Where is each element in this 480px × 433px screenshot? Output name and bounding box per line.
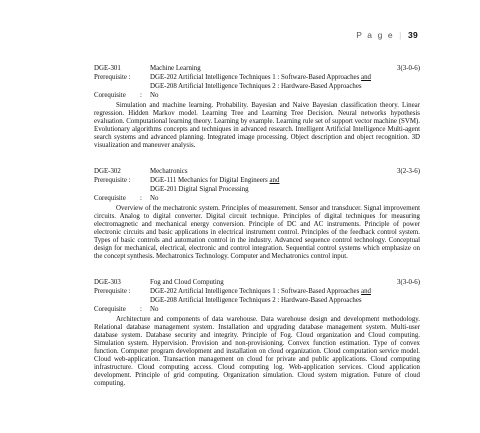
course-credits: 3(2-3-6) xyxy=(397,168,420,175)
course-code: DGE-301 xyxy=(94,65,121,72)
prerequisite-text: DGE-202 Artificial Intelligence Techniques 1 : Software-Based Approaches xyxy=(150,74,360,81)
prerequisite-text: DGE-208 Artificial Intelligence Techniques 2 : Hardware-Based Approaches xyxy=(150,83,362,90)
prerequisite-label: Prerequisite : xyxy=(94,288,131,295)
course-title: Machine Learning xyxy=(150,65,201,72)
corequisite-label: Corequisite xyxy=(94,195,126,202)
prerequisite-row xyxy=(94,177,420,195)
prerequisite-text: DGE-111 Mechanics for Digital Engineers xyxy=(150,177,268,184)
corequisite-colon: : xyxy=(140,92,142,99)
prerequisite-row xyxy=(94,74,420,92)
prerequisite-item xyxy=(150,177,420,186)
course-description: Simulation and machine learning. Probability. Bayesian and Naive Bayesian classification theory. Linear regression. Hidden Markov model. Learning Tree and Learning Tree Decision. Neural networks hypothesis evaluation. Computational learning theory. Learning by example. Learning rule set of support vector machine (SVM). Evolutionary algorithms concepts and techniques in advanced research. Intelligent Artificial Intelligence Multi-agent search systems and advanced planning. Integrated image processing. Object description and object recognition. 3D visualization and maneuver analysis. xyxy=(94,102,420,149)
prerequisite-list xyxy=(150,288,420,306)
course-heading xyxy=(94,65,420,74)
prerequisite-text: DGE-201 Digital Signal Processing xyxy=(150,186,249,193)
prerequisite-item xyxy=(150,288,420,297)
course-heading xyxy=(94,168,420,177)
prerequisite-item xyxy=(150,186,420,195)
course-title: Mechatronics xyxy=(150,168,188,175)
course-credits: 3(3-0-6) xyxy=(397,279,420,286)
prerequisite-conjunction: and xyxy=(361,288,371,295)
prerequisite-conjunction: and xyxy=(269,177,280,184)
course-heading xyxy=(94,279,420,288)
prerequisite-conjunction: and xyxy=(361,74,371,81)
course-block xyxy=(94,65,420,150)
course-block xyxy=(94,168,420,261)
course-title: Fog and Cloud Computing xyxy=(150,279,224,286)
prerequisite-label: Prerequisite : xyxy=(94,74,131,81)
page-label: P a g e xyxy=(356,30,395,40)
page-number: 39 xyxy=(407,30,418,40)
prerequisite-item xyxy=(150,83,420,92)
corequisite-label: Corequisite xyxy=(94,306,126,313)
prerequisite-list xyxy=(150,177,420,195)
prerequisite-text: DGE-208 Artificial Intelligence Techniques 2 : Hardware-Based Approaches xyxy=(150,297,362,304)
course-block xyxy=(94,279,420,388)
corequisite-value: No xyxy=(150,306,159,313)
corequisite-row xyxy=(94,195,420,204)
prerequisite-item xyxy=(150,74,420,83)
corequisite-colon: : xyxy=(140,306,142,313)
corequisite-row xyxy=(94,306,420,315)
corequisite-row xyxy=(94,92,420,101)
prerequisite-list xyxy=(150,74,420,92)
prerequisite-row xyxy=(94,288,420,306)
prerequisite-text: DGE-202 Artificial Intelligence Techniques 1 : Software-Based Approaches xyxy=(150,288,360,295)
course-credits: 3(3-0-6) xyxy=(397,65,420,72)
corequisite-value: No xyxy=(150,195,159,202)
corequisite-value: No xyxy=(150,92,159,99)
prerequisite-item xyxy=(150,297,420,306)
prerequisite-label: Prerequisite : xyxy=(94,177,131,184)
course-code: DGE-303 xyxy=(94,279,121,286)
course-code: DGE-302 xyxy=(94,168,121,175)
corequisite-label: Corequisite xyxy=(94,92,126,99)
course-description: Overview of the mechatronic system. Principles of measurement. Sensor and transducer. Signal improvement circuits. Analog to digital converter. Digital circuit technique. Principles of digital techniques for measuring electromagnetic and mechanical energy conversion. Principle of DC and AC instruments. Principle of power electronic circuits and basic applications in electrical instrument control. Principles of the feedback control system. Types of basic controls and automation control in the industry. Advanced sequence control technology. Conceptual design for mechanical, electrical, electronic and control integration. Sequential control systems which emphasize on the concept synthesis. Mechatronics Technology. Computer and Mechatronics control input. xyxy=(94,205,420,260)
header-separator: | xyxy=(399,30,403,40)
corequisite-colon: : xyxy=(140,195,142,202)
page-header xyxy=(356,30,418,40)
course-description: Architecture and components of data warehouse. Data warehouse design and development methodology. Relational database management system. Installation and upgrading database management system. Multi-user database system. Database security and integrity. Principle of Fog. Cloud organization and Cloud computing. Simulation system. Hypervision. Provision and non-provisioning. Convex function estimation. Type of convex function. Computer program development and installation on cloud organization. Cloud computation service model. Cloud web-application. Transaction management on cloud for private and public applications. Cloud computing infrastructure. Cloud computing access. Cloud computing log. Web-application services. Cloud application development. Principle of grid computing. Organization simulation. Cloud system migration. Future of cloud computing. xyxy=(94,316,420,387)
